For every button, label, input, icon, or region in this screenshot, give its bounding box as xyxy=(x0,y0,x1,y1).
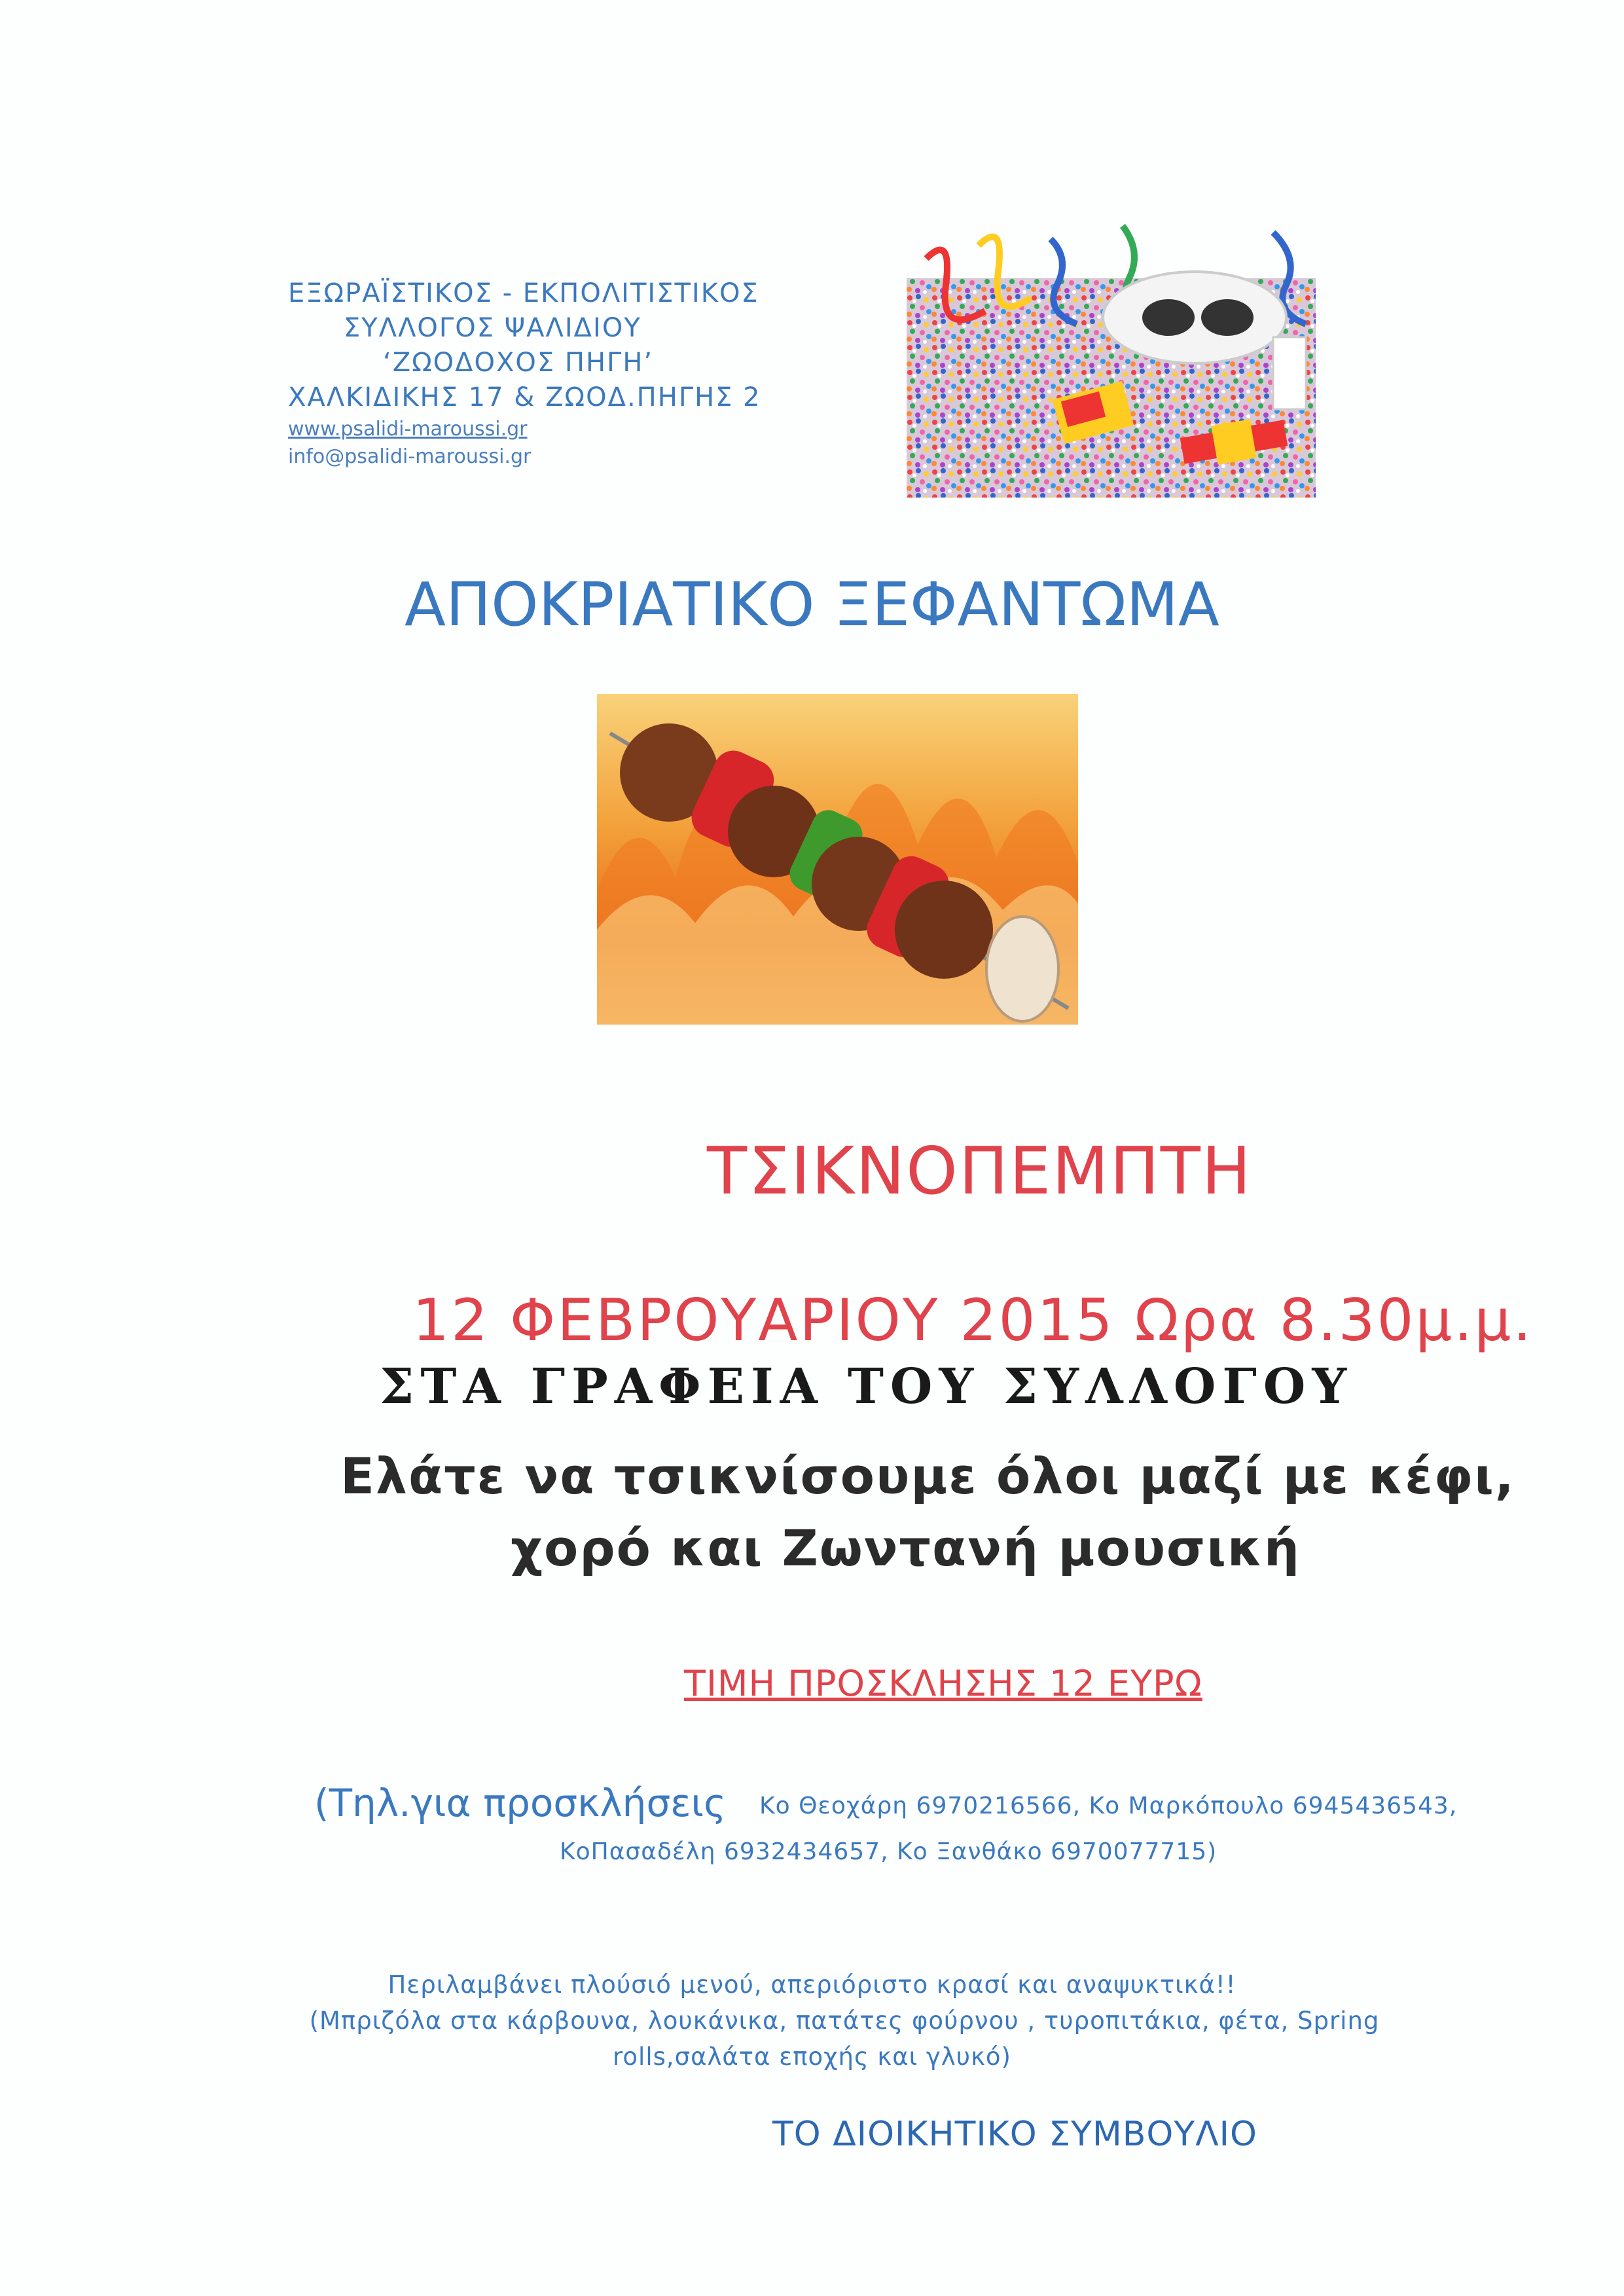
menu-line-3: rolls,σαλάτα εποχής και γλυκό) xyxy=(613,2043,1011,2071)
phones-label: (Τηλ.για προσκλήσεις xyxy=(314,1781,727,1825)
website-link[interactable]: www.psalidi-maroussi.gr xyxy=(288,418,528,441)
event-venue: ΣΤΑ ΓΡΑΦΕΙΑ ΤΟΥ ΣΥΛΛΟΓΟΥ xyxy=(380,1358,1354,1415)
org-name-line3: ‘ΖΩΟΔΟΧΟΣ ΠΗΓΗ’ xyxy=(383,348,654,378)
signature: ΤΟ ΔΙΟΙΚΗΤΙΚΟ ΣΥΜΒΟΥΛΙΟ xyxy=(772,2115,1257,2154)
ticket-price: ΤΙΜΗ ΠΡΟΣΚΛΗΣΗΣ 12 ΕΥΡΩ xyxy=(684,1663,1202,1704)
page-title: ΑΠΟΚΡΙΑΤΙΚΟ ΞΕΦΑΝΤΩΜΑ xyxy=(405,570,1219,640)
menu-line-2: (Μπριζόλα στα κάρβουνα, λουκάνικα, πατάτες φούρνου , τυροπιτάκια, φέτα, Spring xyxy=(309,2007,1380,2035)
org-name-line2: ΣΥΛΛΟΓΟΣ ΨΑΛΙΔΙΟΥ xyxy=(344,313,641,343)
menu-line-1: Περιλαμβάνει πλούσιό μενού, απεριόριστο κρασί και αναψυκτικά!! xyxy=(388,1971,1236,1999)
org-name-line1: ΕΞΩΡΑΪΣΤΙΚΟΣ - ΕΚΠΟΛΙΤΙΣΤΙΚΟΣ xyxy=(288,278,759,308)
email-address: info@psalidi-maroussi.gr xyxy=(288,445,532,468)
invitation-line-1: Ελάτε να τσικνίσουμε όλοι μαζί με κέφι, xyxy=(340,1447,1515,1505)
phones-line-1: Κο Θεοχάρη 6970216566, Κο Μαρκόπουλο 6945436543, xyxy=(759,1793,1458,1819)
org-address: ΧΑΛΚΙΔΙΚΗΣ 17 & ΖΩΟΔ.ΠΗΓΗΣ 2 xyxy=(288,382,761,412)
event-name: ΤΣΙΚΝΟΠΕΜΠΤΗ xyxy=(707,1133,1252,1209)
souvlaki-fire-image xyxy=(597,694,1078,1025)
invitation-line-2: χορό και Ζωντανή μουσική xyxy=(511,1519,1301,1577)
event-date-time: 12 ΦΕΒΡΟΥΑΡΙΟΥ 2015 Ωρα 8.30μ.μ. xyxy=(412,1286,1534,1354)
phones-line-2: ΚοΠασαδέλη 6932434657, Κο Ξανθάκο 6970077715) xyxy=(560,1838,1218,1865)
carnival-confetti-image xyxy=(907,219,1316,498)
